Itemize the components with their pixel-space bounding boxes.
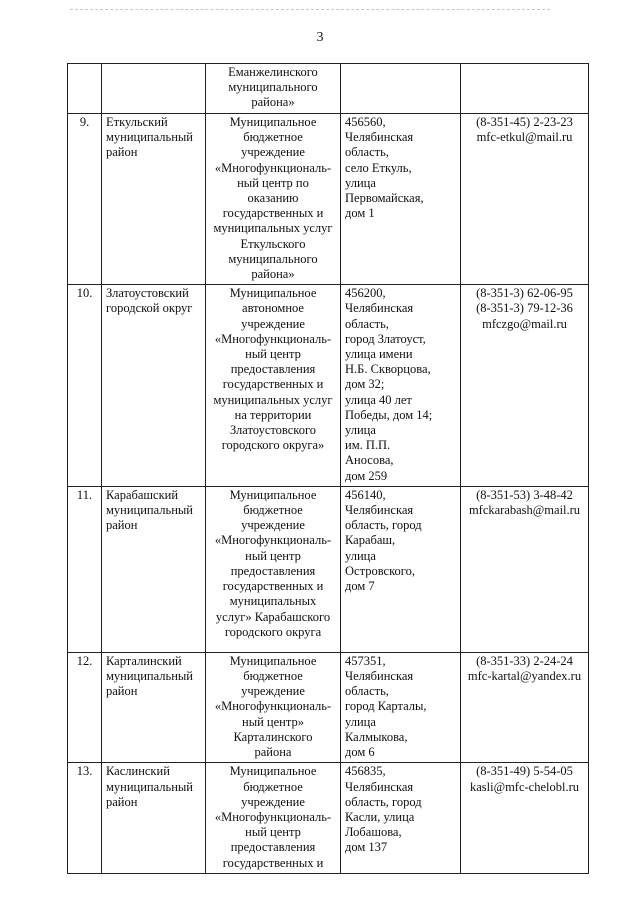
district-name: Еткульский муниципальный район — [102, 114, 206, 285]
row-number: 12. — [68, 652, 102, 762]
table-row — [68, 763, 589, 873]
row-number: 11. — [68, 486, 102, 652]
page-number: 3 — [316, 30, 324, 45]
organization-name: Еманжелинского муниципального района» — [206, 64, 341, 114]
office-address: 456140, Челябинская область, город Карабаш, улица Островского, дом 7 — [341, 486, 461, 652]
office-address: 456560, Челябинская область, село Еткуль, улица Первомайская, дом 1 — [341, 114, 461, 285]
office-address: 456200, Челябинская область, город Златоуст, улица имени Н.Б. Скворцова, дом 32; улица 40 лет Победы, дом 14; улица им. П.П. Аносова, дом 259 — [341, 285, 461, 487]
office-address — [341, 64, 461, 114]
organization-name: Муниципальное бюджетное учреждение «Многофункциональ- ный центр по оказанию государственных и муниципальных услуг Еткульского муниципального района» — [206, 114, 341, 285]
row-number: 13. — [68, 763, 102, 873]
table-row — [68, 114, 589, 285]
district-name: Златоустовский городской округ — [102, 285, 206, 487]
organization-name: Муниципальное бюджетное учреждение «Многофункциональ- ный центр» Карталинского района — [206, 652, 341, 762]
contact-info: (8-351-33) 2-24-24 mfc-kartal@yandex.ru — [461, 652, 589, 762]
table-row — [68, 486, 589, 652]
district-name: Каслинский муниципальный район — [102, 763, 206, 873]
district-name — [102, 64, 206, 114]
mfc-offices-table — [67, 63, 589, 874]
organization-name: Муниципальное бюджетное учреждение «Многофункциональ- ный центр предоставления государственных и — [206, 763, 341, 873]
contact-info: (8-351-3) 62-06-95 (8-351-3) 79-12-36 mfczgo@mail.ru — [461, 285, 589, 487]
contact-info: (8-351-45) 2-23-23 mfc-etkul@mail.ru — [461, 114, 589, 285]
scan-artifact-line — [70, 9, 550, 10]
row-number — [68, 64, 102, 114]
organization-name: Муниципальное бюджетное учреждение «Многофункциональ- ный центр предоставления государственных и муниципальных услуг» Карабашского городского округа — [206, 486, 341, 652]
organization-name: Муниципальное автономное учреждение «Многофункциональ- ный центр предоставления государственных и муниципальных услуг на территории Златоустовского городского округа» — [206, 285, 341, 487]
table-row — [68, 652, 589, 762]
district-name: Карабашский муниципальный район — [102, 486, 206, 652]
contact-info — [461, 64, 589, 114]
contact-info: (8-351-53) 3-48-42 mfckarabash@mail.ru — [461, 486, 589, 652]
row-number: 10. — [68, 285, 102, 487]
office-address: 457351, Челябинская область, город Карталы, улица Калмыкова, дом 6 — [341, 652, 461, 762]
contact-info: (8-351-49) 5-54-05 kasli@mfc-chelobl.ru — [461, 763, 589, 873]
row-number: 9. — [68, 114, 102, 285]
table-row — [68, 64, 589, 114]
office-address: 456835, Челябинская область, город Касли, улица Лобашова, дом 137 — [341, 763, 461, 873]
district-name: Карталинский муниципальный район — [102, 652, 206, 762]
table-row — [68, 285, 589, 487]
